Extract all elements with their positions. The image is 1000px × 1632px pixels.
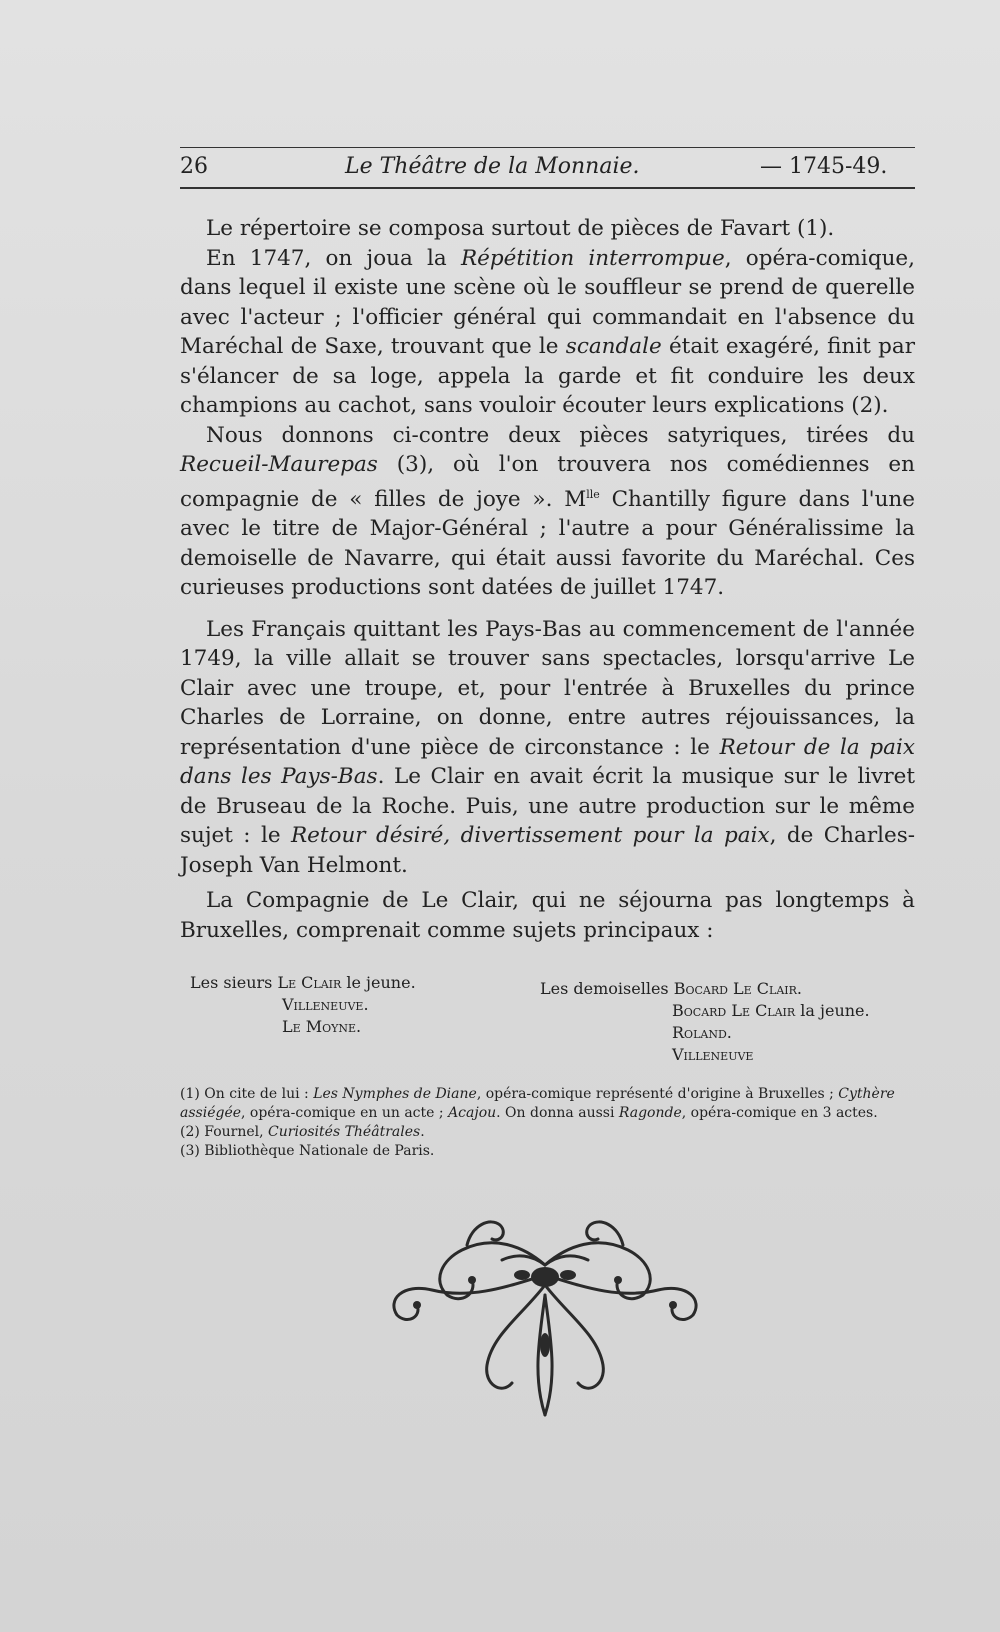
- header-rule-bottom: [180, 187, 915, 189]
- paragraph-1: Le répertoire se composa surtout de pièces de Favart (1).: [206, 216, 835, 241]
- cast-name: Bocard Le Clair.: [673, 979, 802, 998]
- paragraph-4: Les Français quittant les Pays-Bas au commencement de l'année 1749, la ville allait se trouver sans spectacles, lorsqu'arrive Le Clair avec une troupe, et, pour l'entrée à Bruxelles du prince Charles de Lorraine, on donne, entre autres réjouissances, la représentation d'une pièce de circonstance : le Retour de la paix dans les Pays-Bas. Le Clair en avait écrit la musique sur le livret de Bruseau de la Roche. Puis, une autre production sur le même sujet : le Retour désiré, divertissement pour la paix, de Charles-Joseph Van Helmont.: [180, 616, 916, 878]
- running-title: Le Théâtre de la Monnaie.: [345, 154, 640, 179]
- cast-name: Le Clair: [277, 973, 342, 992]
- paragraph-2: En 1747, on joua la Répétition interrompue, opéra-comique, dans lequel il existe une scène où le souffleur se prend de querelle avec l'acteur ; l'officier général qui commandait en l'absence du Maréchal de Saxe, trouvant que le scandale était exagéré, finit par s'élancer de sa loge, appela la garde et fit conduire les deux champions au cachot, sans vouloir écouter leurs explications (2).: [180, 245, 915, 418]
- page-number: 26: [180, 154, 208, 179]
- paragraph-3: Nous donnons ci-contre deux pièces satyriques, tirées du Recueil-Maurepas (3), où l'on trouvera nos comédiennes en compagnie de « filles de joye ». $M^{lle}$ Chantilly figure dans l'une avec le titre de Major-Général ; l'autre a pour Généralissime la demoiselle de Navarre, qui était aussi favorite du Maréchal. Ces curieuses productions sont datées de juillet 1747.: [180, 422, 915, 601]
- running-dates: — 1745-49.: [760, 154, 888, 179]
- footnote-3: (3) Bibliothèque Nationale de Paris.: [180, 1143, 435, 1159]
- cast-name: Villeneuve: [672, 1045, 754, 1064]
- decorative-ornament-icon: [372, 1205, 718, 1425]
- cast-name: Roland.: [672, 1023, 732, 1042]
- cast-name: Villeneuve.: [282, 995, 369, 1014]
- cast-list-men: Les sieurs Le Clair le jeune. Villeneuve. Le Moyne.: [190, 972, 530, 1038]
- body-text: [180, 214, 915, 945]
- cast-list-women: Les demoiselles Bocard Le Clair. Bocard Le Clair la jeune. Roland. Villeneuve: [540, 978, 910, 1066]
- cast-list: [190, 972, 910, 1072]
- running-header: [180, 154, 915, 184]
- cast-name: Le Moyne.: [282, 1017, 362, 1036]
- paragraph-5: La Compagnie de Le Clair, qui ne séjourna pas longtemps à Bruxelles, comprenait comme sujets principaux :: [180, 888, 915, 943]
- header-rule-top: [180, 147, 915, 148]
- footnote-2: (2) Fournel, Curiosités Théâtrales.: [180, 1124, 425, 1140]
- footnote-1: (1) On cite de lui : Les Nymphes de Diane, opéra-comique représenté d'origine à Bruxelles ; Cythère assiégée, opéra-comique en un acte ; Acajou. On donna aussi Ragonde, opéra-comique en 3 actes.: [180, 1086, 895, 1121]
- cast-name: Bocard Le Clair: [672, 1001, 796, 1020]
- footnotes: [180, 1085, 915, 1161]
